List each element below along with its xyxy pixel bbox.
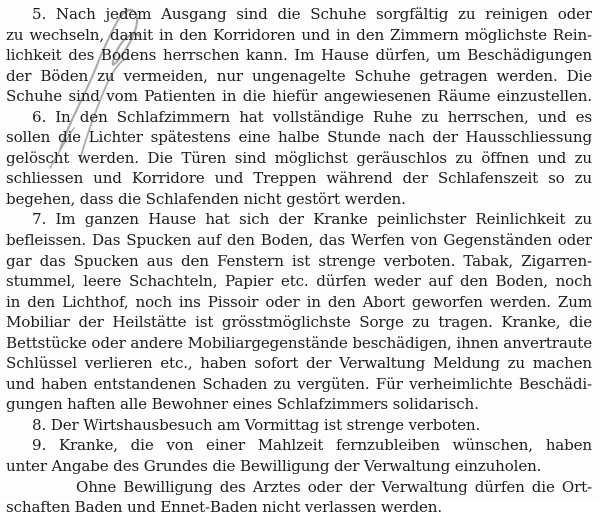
rules-text: [6, 4, 592, 518]
text-line: 7. Im ganzen Hause hat sich der Kranke peinlichster Reinlichkeit zu: [32, 210, 592, 229]
text-line: begehen, dass die Schlafenden nicht gestört werden.: [6, 189, 406, 208]
text-line: stummel, leere Schachteln, Papier etc. dürfen weder auf den Boden, noch: [6, 272, 592, 291]
text-line: gar das Spucken aus den Fenstern ist strenge verboten. Tabak, Zigarren-: [6, 251, 592, 270]
text-line: 6. In den Schlafzimmern hat vollständige Ruhe zu herrschen, und es: [32, 107, 592, 126]
text-line: 9. Kranke, die von einer Mahlzeit fernzubleiben wünschen, haben: [32, 436, 592, 455]
text-line: befleissen. Das Spucken auf den Boden, das Werfen von Gegenständen oder: [6, 231, 592, 250]
text-line: unter Angabe des Grundes die Bewilligung der Verwaltung einzuholen.: [6, 457, 542, 476]
text-line: in den Lichthof, noch ins Pissoir oder in den Abort geworfen werden. Zum: [6, 292, 592, 311]
text-line: der Böden zu vermeiden, nur ungenagelte Schuhe getragen werden. Die: [6, 66, 592, 85]
text-line: 5. Nach jedem Ausgang sind die Schuhe sorgfältig zu reinigen oder: [32, 5, 592, 23]
text-line: 8. Der Wirtshausbesuch am Vormittag ist strenge verboten.: [32, 415, 481, 434]
text-line: gelöscht werden. Die Türen sind möglichst geräuschlos zu öffnen und zu: [6, 148, 592, 167]
text-line: zu wechseln, damit in den Korridoren und in den Zimmern möglichste Rein-: [6, 25, 592, 44]
text-line: Schuhe sind vom Patienten in die hiefür angewiesenen Räume einzustellen.: [6, 87, 592, 106]
text-line: Schlüssel verlieren etc., haben sofort der Verwaltung Meldung zu machen: [6, 354, 592, 373]
text-line: und haben entstandenen Schaden zu vergüten. Für verheimlichte Beschädi-: [6, 374, 592, 393]
text-line: schliessen und Korridore und Treppen während der Schlafenszeit so zu: [6, 169, 592, 188]
text-line: lichkeit des Bodens herrschen kann. Im Hause dürfen, um Beschädigungen: [6, 46, 592, 65]
text-line: Ohne Bewilligung des Arztes oder der Verwaltung dürfen die Ort-: [76, 477, 592, 496]
text-line: gungen haften alle Bewohner eines Schlafzimmers solidarisch.: [6, 395, 479, 414]
text-line: sollen die Lichter spätestens eine halbe Stunde nach der Hausschliessung: [6, 128, 592, 147]
text-line: Bettstücke oder andere Mobiliargegenstände beschädigen, ihnen anvertraute: [6, 333, 592, 352]
text-line: schaften Baden und Ennet-Baden nicht verlassen werden.: [6, 498, 443, 517]
text-line: Mobiliar der Heilstätte ist grösstmöglichste Sorge zu tragen. Kranke, die: [6, 313, 592, 332]
